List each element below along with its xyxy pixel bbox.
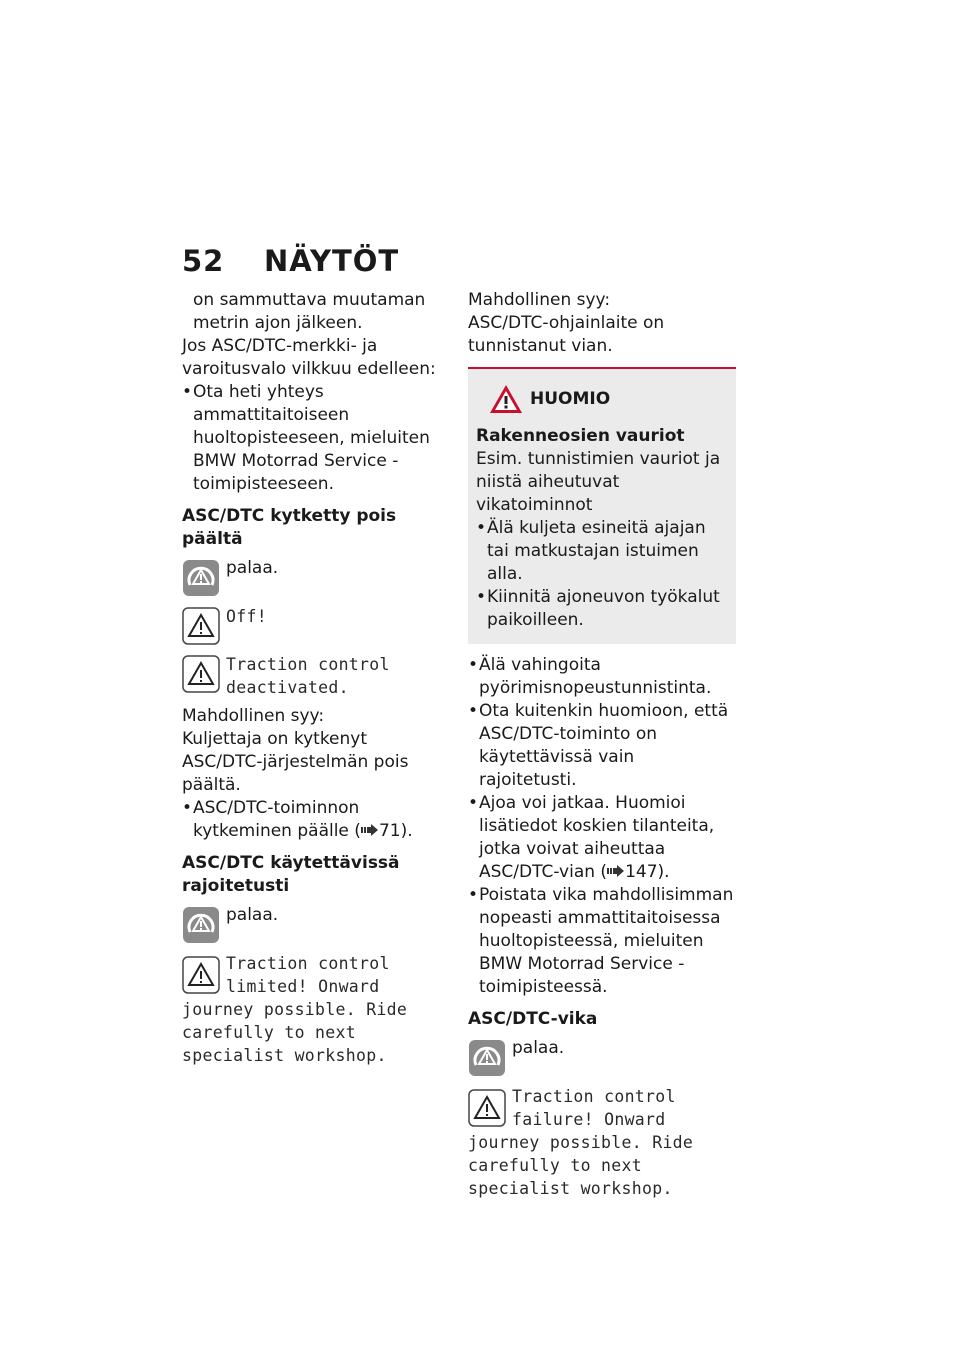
display-message-row <box>182 952 450 1067</box>
display-message: Traction control failure! Onward journey possible. Ride carefully to next specialist workshop. <box>468 1087 694 1198</box>
asc-dtc-indicator-icon <box>182 906 220 944</box>
indicator-text: palaa. <box>512 1038 565 1058</box>
display-message: Off! <box>226 607 267 626</box>
list-item: • Ota kuitenkin huomioon, että ASC/DTC-toiminto on käytettävissä vain rajoitetusti. <box>468 700 736 792</box>
arrow-reference-icon <box>607 865 625 877</box>
notice-text: Esim. tunnistimien vauriot ja niistä aiheutuvat vikatoiminnot <box>476 449 721 515</box>
asc-dtc-indicator-icon <box>468 1039 506 1077</box>
list-item: • Älä kuljeta esineitä ajajan tai matkustajan istuimen alla. <box>476 517 728 586</box>
page-number: 52 <box>182 244 225 278</box>
indicator-row <box>182 557 450 599</box>
display-message-row <box>182 605 450 647</box>
paragraph: Mahdollinen syy: <box>182 706 325 726</box>
warning-triangle-icon <box>468 1089 506 1127</box>
notice-title <box>488 383 728 415</box>
list-item: • Älä vahingoita pyörimisnopeustunnistinta. <box>468 654 736 700</box>
display-message: Traction control limited! Onward journey possible. Ride carefully to next specialist workshop. <box>182 954 408 1065</box>
notice-heading: Rakenneosien vauriot <box>476 426 685 446</box>
notice-label: HUOMIO <box>530 389 611 409</box>
section-heading: ASC/DTC käytettävissä rajoitetusti <box>182 853 400 896</box>
section-heading: ASC/DTC kytketty pois päältä <box>182 506 397 549</box>
page-title: NÄYTÖT <box>264 244 400 278</box>
notice-box <box>468 369 736 644</box>
display-message-row <box>182 653 450 699</box>
page-header <box>182 244 399 278</box>
paragraph: Jos ASC/DTC-merkki- ja varoitusvalo vilkkuu edelleen: <box>182 336 436 379</box>
paragraph: ASC/DTC-ohjainlaite on tunnistanut vian. <box>468 313 665 356</box>
warning-triangle-icon <box>488 383 524 415</box>
display-message-row <box>468 1085 736 1200</box>
list-item: • Ajoa voi jatkaa. Huomioi lisätiedot koskien tilanteita, jotka voivat aiheuttaa ASC/DTC-vian ( 147). <box>468 792 736 884</box>
list-item: • Kiinnitä ajoneuvon työkalut paikoilleen. <box>476 586 728 632</box>
list-item: • ASC/DTC-toiminnon kytkeminen päälle ( 71). <box>182 797 450 843</box>
indicator-text: palaa. <box>226 558 279 578</box>
left-column <box>182 289 450 1067</box>
paragraph: Kuljettaja on kytkenyt ASC/DTC-järjestelmän pois päältä. <box>182 729 409 795</box>
asc-dtc-indicator-icon <box>182 559 220 597</box>
section-heading: ASC/DTC-vika <box>468 1009 598 1029</box>
display-message: Traction control deactivated. <box>226 655 390 697</box>
list-item: • Ota heti yhteys ammattitaitoiseen huoltopisteeseen, mieluiten BMW Motorrad Service -toimipisteeseen. <box>182 381 450 496</box>
indicator-text: palaa. <box>226 905 279 925</box>
indicator-row <box>468 1037 736 1079</box>
list-item: • Poistata vika mahdollisimman nopeasti ammattitaitoisessa huoltopisteessä, mieluiten BMW Motorrad Service -toimipisteessä. <box>468 884 736 999</box>
paragraph: on sammuttava muutaman metrin ajon jälkeen. <box>193 290 426 333</box>
arrow-reference-icon <box>361 824 379 836</box>
paragraph: Mahdollinen syy: <box>468 290 611 310</box>
warning-triangle-icon <box>182 956 220 994</box>
indicator-row <box>182 904 450 946</box>
right-column <box>468 289 736 1200</box>
warning-triangle-icon <box>182 655 220 693</box>
warning-triangle-icon <box>182 607 220 645</box>
